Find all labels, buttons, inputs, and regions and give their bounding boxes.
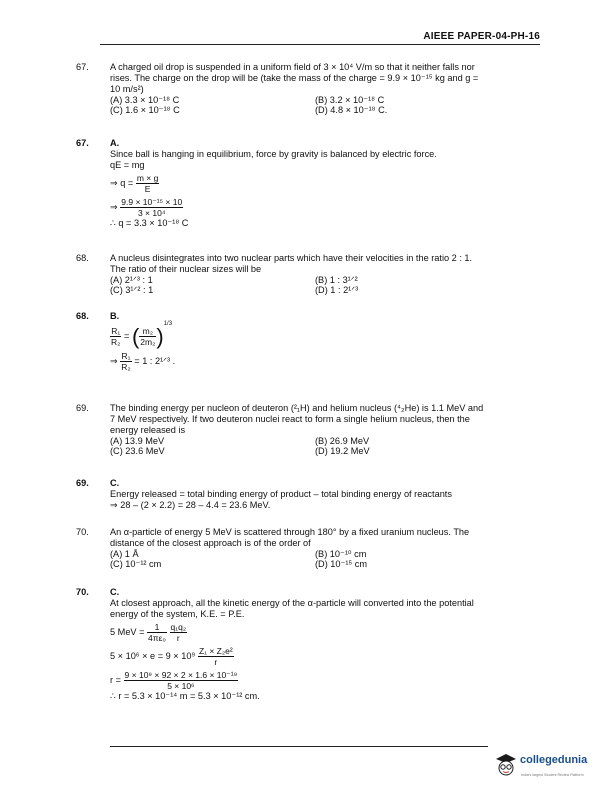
option-d: (D) 1 : 2¹ᐟ³: [315, 285, 359, 295]
formula-lhs: r =: [110, 674, 121, 685]
denominator: 5 × 10⁶: [167, 681, 195, 691]
fraction: [124, 670, 239, 691]
option-b: (B) 10⁻¹⁰ cm: [315, 549, 367, 559]
left-paren: (: [131, 323, 140, 349]
formula-lhs: 5 × 10⁶ × e = 9 × 10⁹: [110, 650, 196, 661]
option-a: (A) 2¹ᐟ³ : 1: [110, 275, 153, 285]
solution-line: Energy released = total binding energy of product – total binding energy of reactants: [110, 489, 452, 499]
question-text-line: The ratio of their nuclear sizes will be: [110, 264, 262, 274]
solution-line: ⇒ 28 – (2 × 2.2) = 28 – 4.4 = 23.6 MeV.: [110, 500, 271, 510]
question-text-line: 10 m/s²): [110, 84, 144, 94]
header-rule: [100, 44, 540, 45]
option-d: (D) 10⁻¹⁵ cm: [315, 559, 368, 569]
exponent: 1/3: [163, 321, 173, 327]
option-c: (C) 1.6 × 10⁻¹⁸ C: [110, 105, 180, 115]
option-d: (D) 19.2 MeV: [315, 446, 370, 456]
fraction: [147, 622, 167, 643]
question-70: [110, 527, 542, 571]
option-a: (A) 13.9 MeV: [110, 436, 165, 446]
question-text-line: The binding energy per nucleon of deuteron (²₁H) and helium nucleus (⁴₂He) is 1.1 MeV and: [110, 403, 484, 413]
footer-rule: [110, 746, 488, 747]
option-c: (C) 10⁻¹² cm: [110, 559, 162, 569]
denominator: 3 × 10⁴: [137, 208, 166, 218]
ratio-result: [110, 351, 542, 372]
numerator: 9.9 × 10⁻¹⁵ × 10: [121, 197, 183, 207]
option-c: (C) 23.6 MeV: [110, 446, 165, 456]
solution-line: Since ball is hanging in equilibrium, force by gravity is balanced by electric force.: [110, 149, 437, 159]
options: [110, 549, 542, 571]
answer-67: [110, 138, 542, 229]
mascot-icon: [494, 752, 518, 778]
options: [110, 275, 542, 297]
answer-69-number: 69.: [76, 478, 89, 488]
option-b: (B) 3.2 × 10⁻¹⁸ C: [315, 95, 385, 105]
question-69: [110, 403, 542, 458]
answer-key: B.: [110, 311, 120, 321]
denominator: E: [144, 184, 151, 194]
question-text-line: rises. The charge on the drop will be (take the mass of the charge = 9.9 × 10⁻¹⁵ kg and g =: [110, 73, 479, 83]
numerator: Z₁ × Z₂e²: [198, 646, 233, 656]
denominator: R₂: [111, 337, 121, 348]
right-paren: ): [156, 323, 164, 349]
question-67-number: 67.: [76, 62, 89, 72]
question-text-line: 7 MeV respectively. If two deuteron nuclei react to form a single helium nucleus, then the: [110, 414, 470, 424]
equals-sign: =: [124, 331, 130, 341]
options: [110, 95, 542, 117]
answer-key: C.: [110, 478, 120, 488]
numerator: 1: [147, 622, 167, 633]
collegedunia-logo[interactable]: [494, 752, 602, 782]
solution-line: energy of the system, K.E. = P.E.: [110, 609, 245, 619]
answer-67-number: 67.: [76, 138, 89, 148]
denominator: 2m₂: [140, 337, 156, 348]
question-text-line: energy released is: [110, 425, 186, 435]
formula-rhs: = 1 : 2¹ᐟ³ .: [134, 355, 176, 366]
answer-70-number: 70.: [76, 587, 89, 597]
answer-68: [110, 311, 542, 372]
final-answer: ∴ r = 5.3 × 10⁻¹⁴ m = 5.3 × 10⁻¹² cm.: [110, 691, 260, 701]
formula-lhs: 5 MeV =: [110, 626, 145, 637]
answer-key: C.: [110, 587, 120, 597]
question-text-line: distance of the closest approach is of the order of: [110, 538, 311, 548]
question-68-number: 68.: [76, 253, 89, 263]
numerator: m₂: [139, 326, 156, 337]
answer-69: [110, 478, 542, 511]
ratio-formula: [110, 321, 542, 349]
options: [110, 436, 542, 458]
page-header: [100, 31, 540, 45]
numerator: 9 × 10⁹ × 92 × 2 × 1.6 × 10⁻¹⁹: [124, 670, 238, 680]
denominator: 4πε₀: [148, 633, 166, 643]
fraction: [110, 326, 121, 347]
option-a: (A) 3.3 × 10⁻¹⁸ C: [110, 95, 180, 105]
fraction: [120, 351, 131, 372]
logo-tagline: India's largest Student Review Platform: [521, 773, 584, 777]
answer-68-number: 68.: [76, 311, 89, 321]
question-text-line: A charged oil drop is suspended in a uniform field of 3 × 10⁴ V/m so that it neither falls nor: [110, 62, 475, 72]
solution-line: qE = mg: [110, 160, 145, 170]
solution-line: At closest approach, all the kinetic energy of the α-particle will converted into the potential: [110, 598, 474, 608]
logo-wordmark: collegedunia: [520, 754, 588, 766]
question-67: [110, 62, 542, 117]
denominator: R₂: [121, 361, 131, 372]
numerator: q₁q₂: [170, 622, 187, 632]
option-b: (B) 26.9 MeV: [315, 436, 370, 446]
fraction: [136, 173, 160, 194]
option-a: (A) 1 Å: [110, 549, 139, 559]
fraction: [139, 326, 156, 347]
option-c: (C) 3¹ᐟ² : 1: [110, 285, 154, 295]
fraction: [198, 646, 234, 667]
numerator: R₁: [121, 350, 131, 361]
distance-equation: [110, 670, 542, 691]
denominator: r: [176, 633, 180, 643]
fraction: [120, 197, 183, 218]
numerator: m × g: [136, 173, 159, 183]
answer-70: [110, 587, 542, 702]
question-text-line: A nucleus disintegrates into two nuclear parts which have their velocities in the ratio 2 : 1.: [110, 253, 473, 263]
question-70-number: 70.: [76, 527, 89, 537]
answer-key: A.: [110, 138, 120, 148]
energy-equation: [110, 622, 542, 643]
question-69-number: 69.: [76, 403, 89, 413]
question-text-line: An α-particle of energy 5 MeV is scattered through 180° by a fixed uranium nucleus. The: [110, 527, 470, 537]
question-68: [110, 253, 542, 297]
formula-substitution: [110, 197, 542, 218]
formula-lhs: ⇒: [110, 355, 118, 366]
fraction: [170, 622, 188, 643]
formula-q: [110, 173, 542, 194]
option-d: (D) 4.8 × 10⁻¹⁸ C.: [315, 105, 388, 115]
formula-lhs: ⇒ q =: [110, 177, 134, 188]
paper-title: AIEEE PAPER-04-PH-16: [423, 31, 540, 42]
option-b: (B) 1 : 3¹ᐟ²: [315, 275, 358, 285]
denominator: r: [214, 657, 218, 667]
formula-lhs: ⇒: [110, 201, 118, 212]
final-answer: ∴ q = 3.3 × 10⁻¹⁸ C: [110, 218, 189, 228]
numerator: R₁: [111, 326, 121, 337]
substitution-equation: [110, 646, 542, 667]
